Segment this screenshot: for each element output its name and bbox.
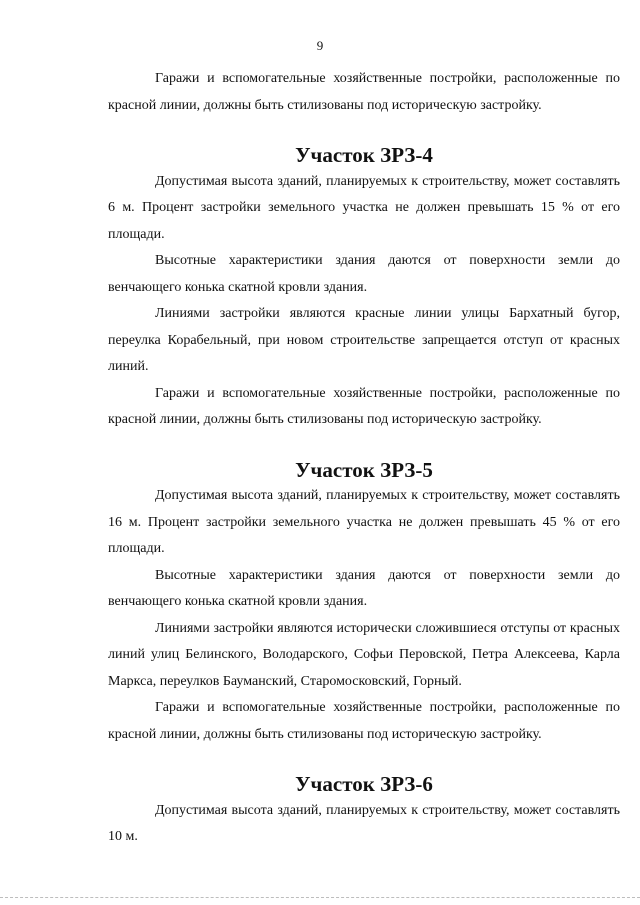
paragraph-garages-intro: Гаражи и вспомогательные хозяйственные постройки, расположенные по красной линии, должны быть стилизованы под историческую застройку. <box>108 71 620 113</box>
section-heading-zrz-4: Участок ЗРЗ-4 <box>295 143 433 167</box>
section-heading-zrz-6: Участок ЗРЗ-6 <box>295 772 433 796</box>
paragraph-zrz4-building-lines: Линиями застройки являются красные линии улицы Бархатный бугор, переулка Корабельный, при новом строительстве запрещается отступ от красных линий. <box>108 306 620 374</box>
paragraph-zrz5-height-reference: Высотные характеристики здания даются от поверхности земли до венчающего конька скатной кровли здания. <box>108 567 620 609</box>
section-heading-zrz-5: Участок ЗРЗ-5 <box>295 457 433 482</box>
page-bottom-rule <box>0 897 640 898</box>
paragraph-zrz5-garages: Гаражи и вспомогательные хозяйственные постройки, расположенные по красной линии, должны быть стилизованы под историческую застройку. <box>108 700 620 742</box>
paragraph-zrz4-height-reference: Высотные характеристики здания даются от поверхности земли до венчающего конька скатной кровли здания. <box>108 253 620 295</box>
paragraph-zrz5-height: Допустимая высота зданий, планируемых к строительству, может составлять 16 м. Процент застройки земельного участка не должен превышать 45 % от его площади. <box>108 488 620 556</box>
paragraph-zrz6-height: Допустимая высота зданий, планируемых к строительству, может составлять 10 м. <box>108 802 620 844</box>
paragraph-zrz5-building-lines: Линиями застройки являются исторически сложившиеся отступы от красных линий улиц Белинского, Володарского, Софьи Перовской, Петра Алексеева, Карла Маркса, переулков Бауманский, Старомосковский, Горный. <box>108 620 620 689</box>
paragraph-zrz4-garages: Гаражи и вспомогательные хозяйственные постройки, расположенные по красной линии, должны быть стилизованы под историческую застройку. <box>108 385 620 427</box>
paragraph-zrz4-height: Допустимая высота зданий, планируемых к строительству, может составлять 6 м. Процент застройки земельного участка не должен превышать 15 % от его площади. <box>108 173 620 242</box>
document-body <box>108 66 620 851</box>
page-number: 9 <box>316 38 324 53</box>
